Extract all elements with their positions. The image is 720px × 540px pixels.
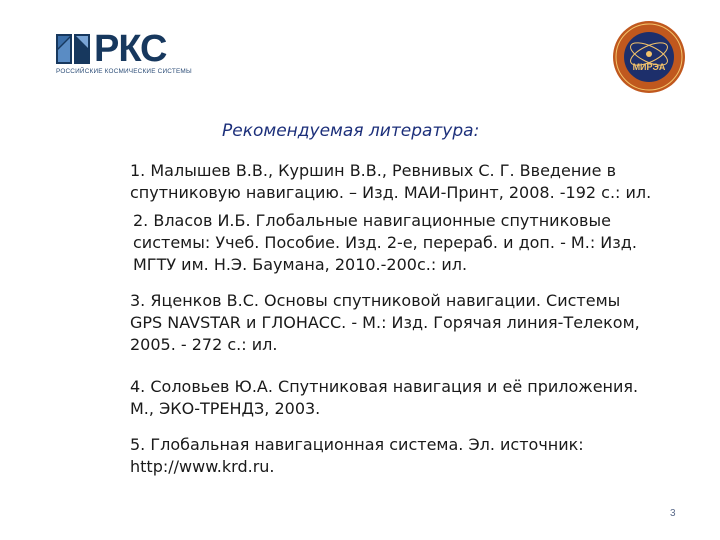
page-heading: Рекомендуемая литература:	[222, 121, 480, 141]
seal-text: МИРЭА	[632, 62, 666, 72]
reference-3	[130, 290, 640, 356]
reference-line: 1. Малышев В.В., Куршин В.В., Ревнивых С. Г. Введение в	[130, 161, 617, 180]
reference-line: МГТУ им. Н.Э. Баумана, 2010.-200с.: ил.	[133, 255, 468, 274]
rks-logo-icon	[56, 34, 90, 64]
logo-text: РКС	[94, 28, 167, 70]
reference-1	[130, 160, 651, 204]
reference-line: 3. Яценков В.С. Основы спутниковой навигации. Системы	[130, 291, 621, 310]
reference-4	[130, 376, 638, 420]
reference-line: GPS NAVSTAR и ГЛОНАСС. - М.: Изд. Горячая линия-Телеком,	[130, 313, 640, 332]
reference-link[interactable]: http://www.krd.ru.	[130, 457, 275, 476]
mirea-seal-icon	[612, 20, 686, 94]
reference-5	[130, 434, 584, 478]
reference-line: 2005. - 272 с.: ил.	[130, 335, 278, 354]
logo-tagline: РОССИЙСКИЕ КОСМИЧЕСКИЕ СИСТЕМЫ	[56, 68, 192, 75]
reference-line: 4. Соловьев Ю.А. Спутниковая навигация и её приложения.	[130, 377, 639, 396]
reference-line: системы: Учеб. Пособие. Изд. 2-е, перераб. и доп. - М.: Изд.	[133, 233, 637, 252]
rks-logo	[56, 30, 192, 78]
reference-line: 2. Власов И.Б. Глобальные навигационные спутниковые	[133, 211, 611, 230]
reference-line: спутниковую навигацию. – Изд. МАИ-Принт, 2008. -192 с.: ил.	[130, 183, 652, 202]
reference-line: 5. Глобальная навигационная система. Эл. источник:	[130, 435, 584, 454]
page-number: 3	[670, 508, 676, 519]
reference-2	[133, 210, 637, 276]
reference-line: М., ЭКО-ТРЕНДЗ, 2003.	[130, 399, 321, 418]
